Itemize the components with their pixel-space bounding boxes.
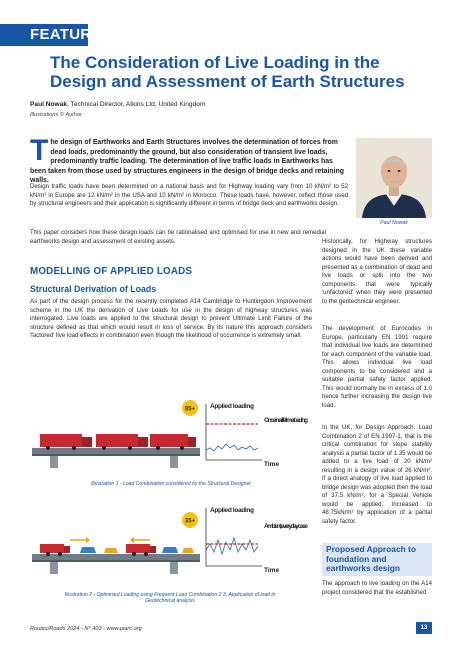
lead-text: he design of Earthworks and Earth Structures involves the determination of forces from dead loads, predominantly the ground, but also consideration of transient live loads, predominantly traffic loading. The determination of live traffic loads in Earthworks has been taken from those used by structures engineers in the design of bridge decks and retaining walls. — [30, 139, 344, 185]
truck — [40, 434, 82, 447]
figure-2-caption: Illustration 2 - Optimised Loading using Frequent Load Combination 2.3. Application of load in Geotechnical analysis — [64, 592, 276, 604]
svg-text:Ambient, everyday case: Ambient, everyday case — [264, 523, 308, 530]
author-role: , Technical Director, Atkins Ltd, United Kingdom — [67, 101, 206, 108]
scope-paragraph: This paper considers how these design loads can be rationalised and optimised for use in new and remedial earthworks design and assessment of existing assets. — [30, 229, 326, 245]
right-paragraph-2: The development of Eurocodes in Europe, particularly EN 1991 require that individual live loads are determined for each component of the variable load. This allows individual live load components to be considered and a suitable partial safety factor applied. This would normally be in excess of 1.0 hence further increasing the design live load. — [322, 325, 432, 409]
car — [162, 547, 178, 553]
right-paragraph-4: The approach to live loading on the A14 project considered that the established — [322, 580, 432, 596]
illustrations-credit: Illustrations © Author — [30, 112, 82, 118]
car — [104, 548, 118, 553]
car — [80, 547, 96, 553]
photo-caption: Paul Nowak — [380, 220, 408, 226]
article-title: The Consideration of Live Loading in the Design and Assessment of Earth Structures — [50, 53, 405, 91]
bridge-deck — [32, 554, 200, 560]
truck — [96, 434, 138, 447]
svg-text:Applied loading: Applied loading — [210, 403, 254, 410]
author-line — [30, 101, 205, 108]
author-name: Paul Nowak — [30, 101, 68, 108]
page-number: 13 — [416, 622, 432, 634]
heading-structural-derivation: Structural Derivation of Loads — [30, 284, 157, 294]
journal-footer: Routes/Roads 2024 - N° 403 - www.piarc.org — [30, 626, 142, 632]
svg-text:Time: Time — [264, 567, 280, 574]
figure-1-caption: Illustration 1 - Load Combination considered by the Structural Designer — [91, 481, 251, 487]
svg-text:Applied loading: Applied loading — [210, 507, 254, 514]
author-photo — [356, 138, 432, 218]
lead-paragraph — [30, 134, 348, 186]
figure-2 — [30, 500, 312, 588]
figure-1 — [30, 394, 312, 478]
svg-text:85+: 85+ — [184, 406, 196, 413]
svg-text:Once in a lifetime loading: Once in a lifetime loading — [264, 417, 308, 424]
truck — [126, 544, 150, 553]
right-paragraph-3: In the UK, for Design Approach, Load Combination 2 of EN 1997-1, that is the critical combination for slope stability analysis a partial factor of 1.35 would be added to a live load of 20 kN/m² resulting in a design value of 26 kN/m². If a direct analogy of live load applied to bridge design was adopted then the load of 37.5 kN/m², for a Special Vehicle would be applied, increased to 48.75kN/m² by application of a partial safety factor. — [322, 424, 432, 525]
section-banner — [0, 24, 113, 46]
svg-text:35+: 35+ — [184, 518, 196, 525]
right-paragraph-1: Historically, for Highway structures designed in the UK these variable actions would have been derived and presented as a combination of dead and live loads or split into the two components that were typically 'unfactored' when they were presented to the geotechnical engineer. — [322, 238, 432, 305]
proposed-heading-box — [322, 543, 432, 576]
truck — [40, 544, 64, 553]
drop-cap: T — [30, 134, 49, 167]
heading-modelling: MODELLING OF APPLIED LOADS — [30, 266, 193, 277]
intro-paragraph: Design traffic loads have been determined on a national basis and for Highway loading vary from 10 kN/m² to 52 kN/m² in Europe are 12 kN/m² in the USA and 10 kN/m² in Morocco. These loads have, however, reflect those used by structural engineers and their application is significantly different in terms of bridge deck and earthworks design. — [30, 183, 348, 207]
heading-proposed: Proposed Approach to foundation and earthworks design — [326, 544, 416, 574]
bridge-deck — [32, 448, 200, 454]
car — [182, 548, 194, 553]
section-label: FEATURES — [30, 26, 113, 43]
svg-text:Time: Time — [264, 461, 280, 468]
structural-paragraph: As part of the design process for the recently completed A14 Cambridge to Huntingdon Improvement scheme in the UK the derivation of Live Loads for use in the design of highway structures was interrogated. Live loads are applied to the structural design to prevent Ultimate Limit Failure of the structure defined as that which would result in loss of service. By its nature this approach considers 'factored' live load effects in combination even though the likelihood of occurrence is extremely small. — [30, 298, 312, 339]
truck — [150, 434, 188, 447]
